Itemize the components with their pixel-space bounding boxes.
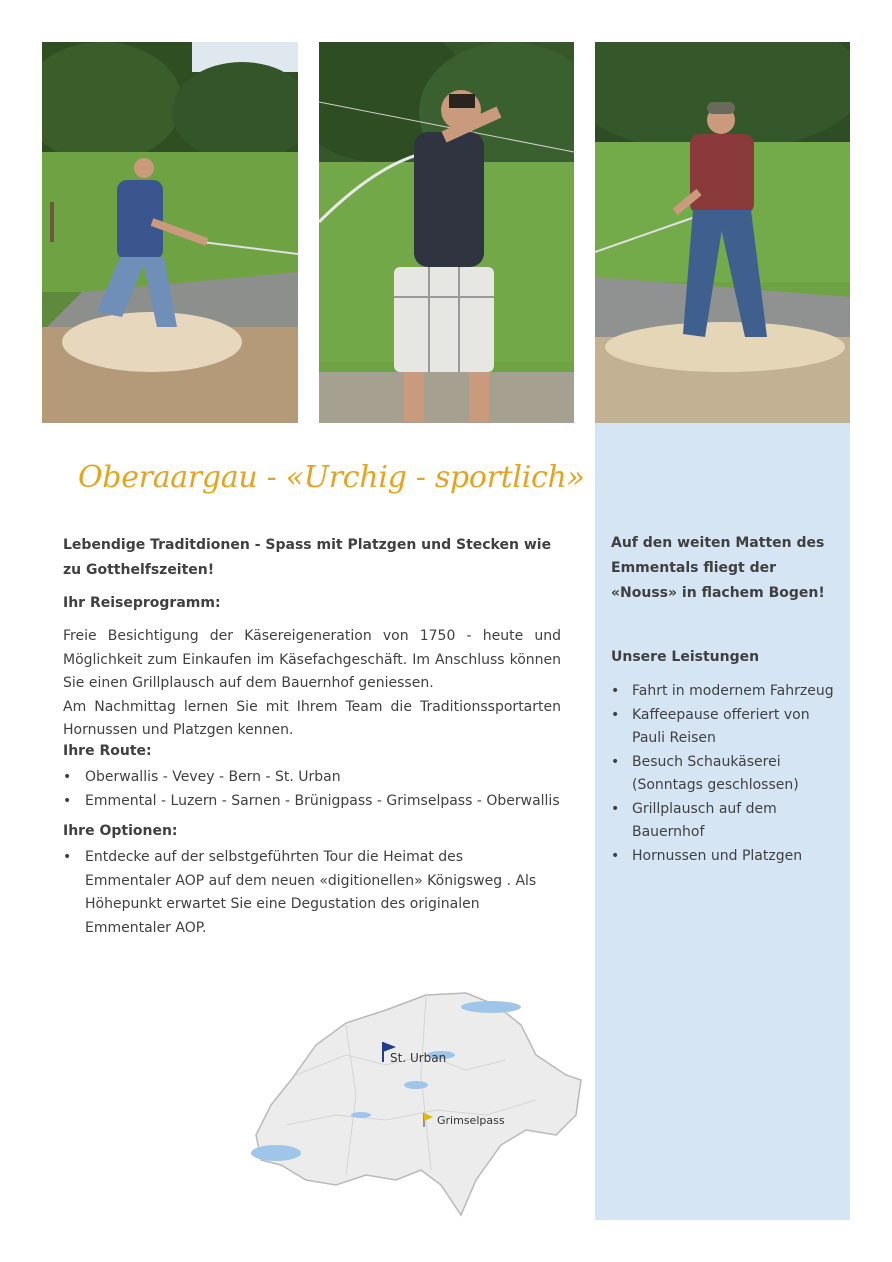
sidebar-panel (595, 423, 850, 1220)
list-item: • Oberwallis - Vevey - Bern - St. Urban (63, 766, 561, 790)
photo-hornussen-player-1 (42, 42, 298, 423)
programm-heading: Ihr Reiseprogramm: (63, 595, 221, 611)
route-list (63, 766, 561, 813)
programm-text (63, 625, 561, 743)
intro-text: Lebendige Traditdionen - Spass mit Platzgen und Stecken wie zu Gotthelfszeiten! (63, 537, 552, 578)
list-item: • Kaffeepause offeriert von Pauli Reisen (611, 704, 843, 750)
list-item: • Hornussen und Platzgen (611, 845, 843, 868)
options-list (63, 846, 543, 940)
switzerland-map (236, 985, 586, 1220)
programm-paragraph: Am Nachmittag lernen Sie mit Ihrem Team die Traditionssportarten Hornussen und Platzgen kennen. (63, 698, 561, 738)
route-heading: Ihre Route: (63, 743, 152, 759)
sidebar-intro: Auf den weiten Matten des Emmentals fliegt der «Nouss» in flachem Bogen! (611, 535, 825, 601)
photo-hornussen-player-2 (319, 42, 574, 423)
sidebar-heading: Unsere Leistungen (611, 649, 760, 665)
map-label-grimselpass: Grimselpass (437, 1114, 505, 1127)
list-item: • Entdecke auf der selbstgeführten Tour die Heimat des Emmentaler AOP auf dem neuen «digitionellen» Königsweg . Als Höhepunkt erwartet Sie eine Degustation des originalen Emmentaler AOP. (63, 846, 543, 940)
main-content (63, 533, 561, 936)
photo-hornussen-player-3 (595, 42, 850, 423)
programm-paragraph: Freie Besichtigung der Käsereigeneration von 1750 - heute und Möglichkeit zum Einkaufen im Käsefachgeschäft. Im Anschluss können Sie einen Grillplausch auf dem Bauernhof geniessen. (63, 628, 561, 691)
list-item: • Besuch Schaukäserei (Sonntags geschlossen) (611, 751, 843, 797)
list-item: • Grillplausch auf dem Bauernhof (611, 798, 843, 844)
page-title: Oberaargau - «Urchig - sportlich» (78, 460, 585, 495)
map-label-st-urban: St. Urban (390, 1051, 447, 1065)
services-list (611, 680, 843, 869)
options-heading: Ihre Optionen: (63, 823, 178, 839)
list-item: • Fahrt in modernem Fahrzeug (611, 680, 843, 703)
list-item: • Emmental - Luzern - Sarnen - Brünigpass - Grimselpass - Oberwallis (63, 790, 561, 814)
